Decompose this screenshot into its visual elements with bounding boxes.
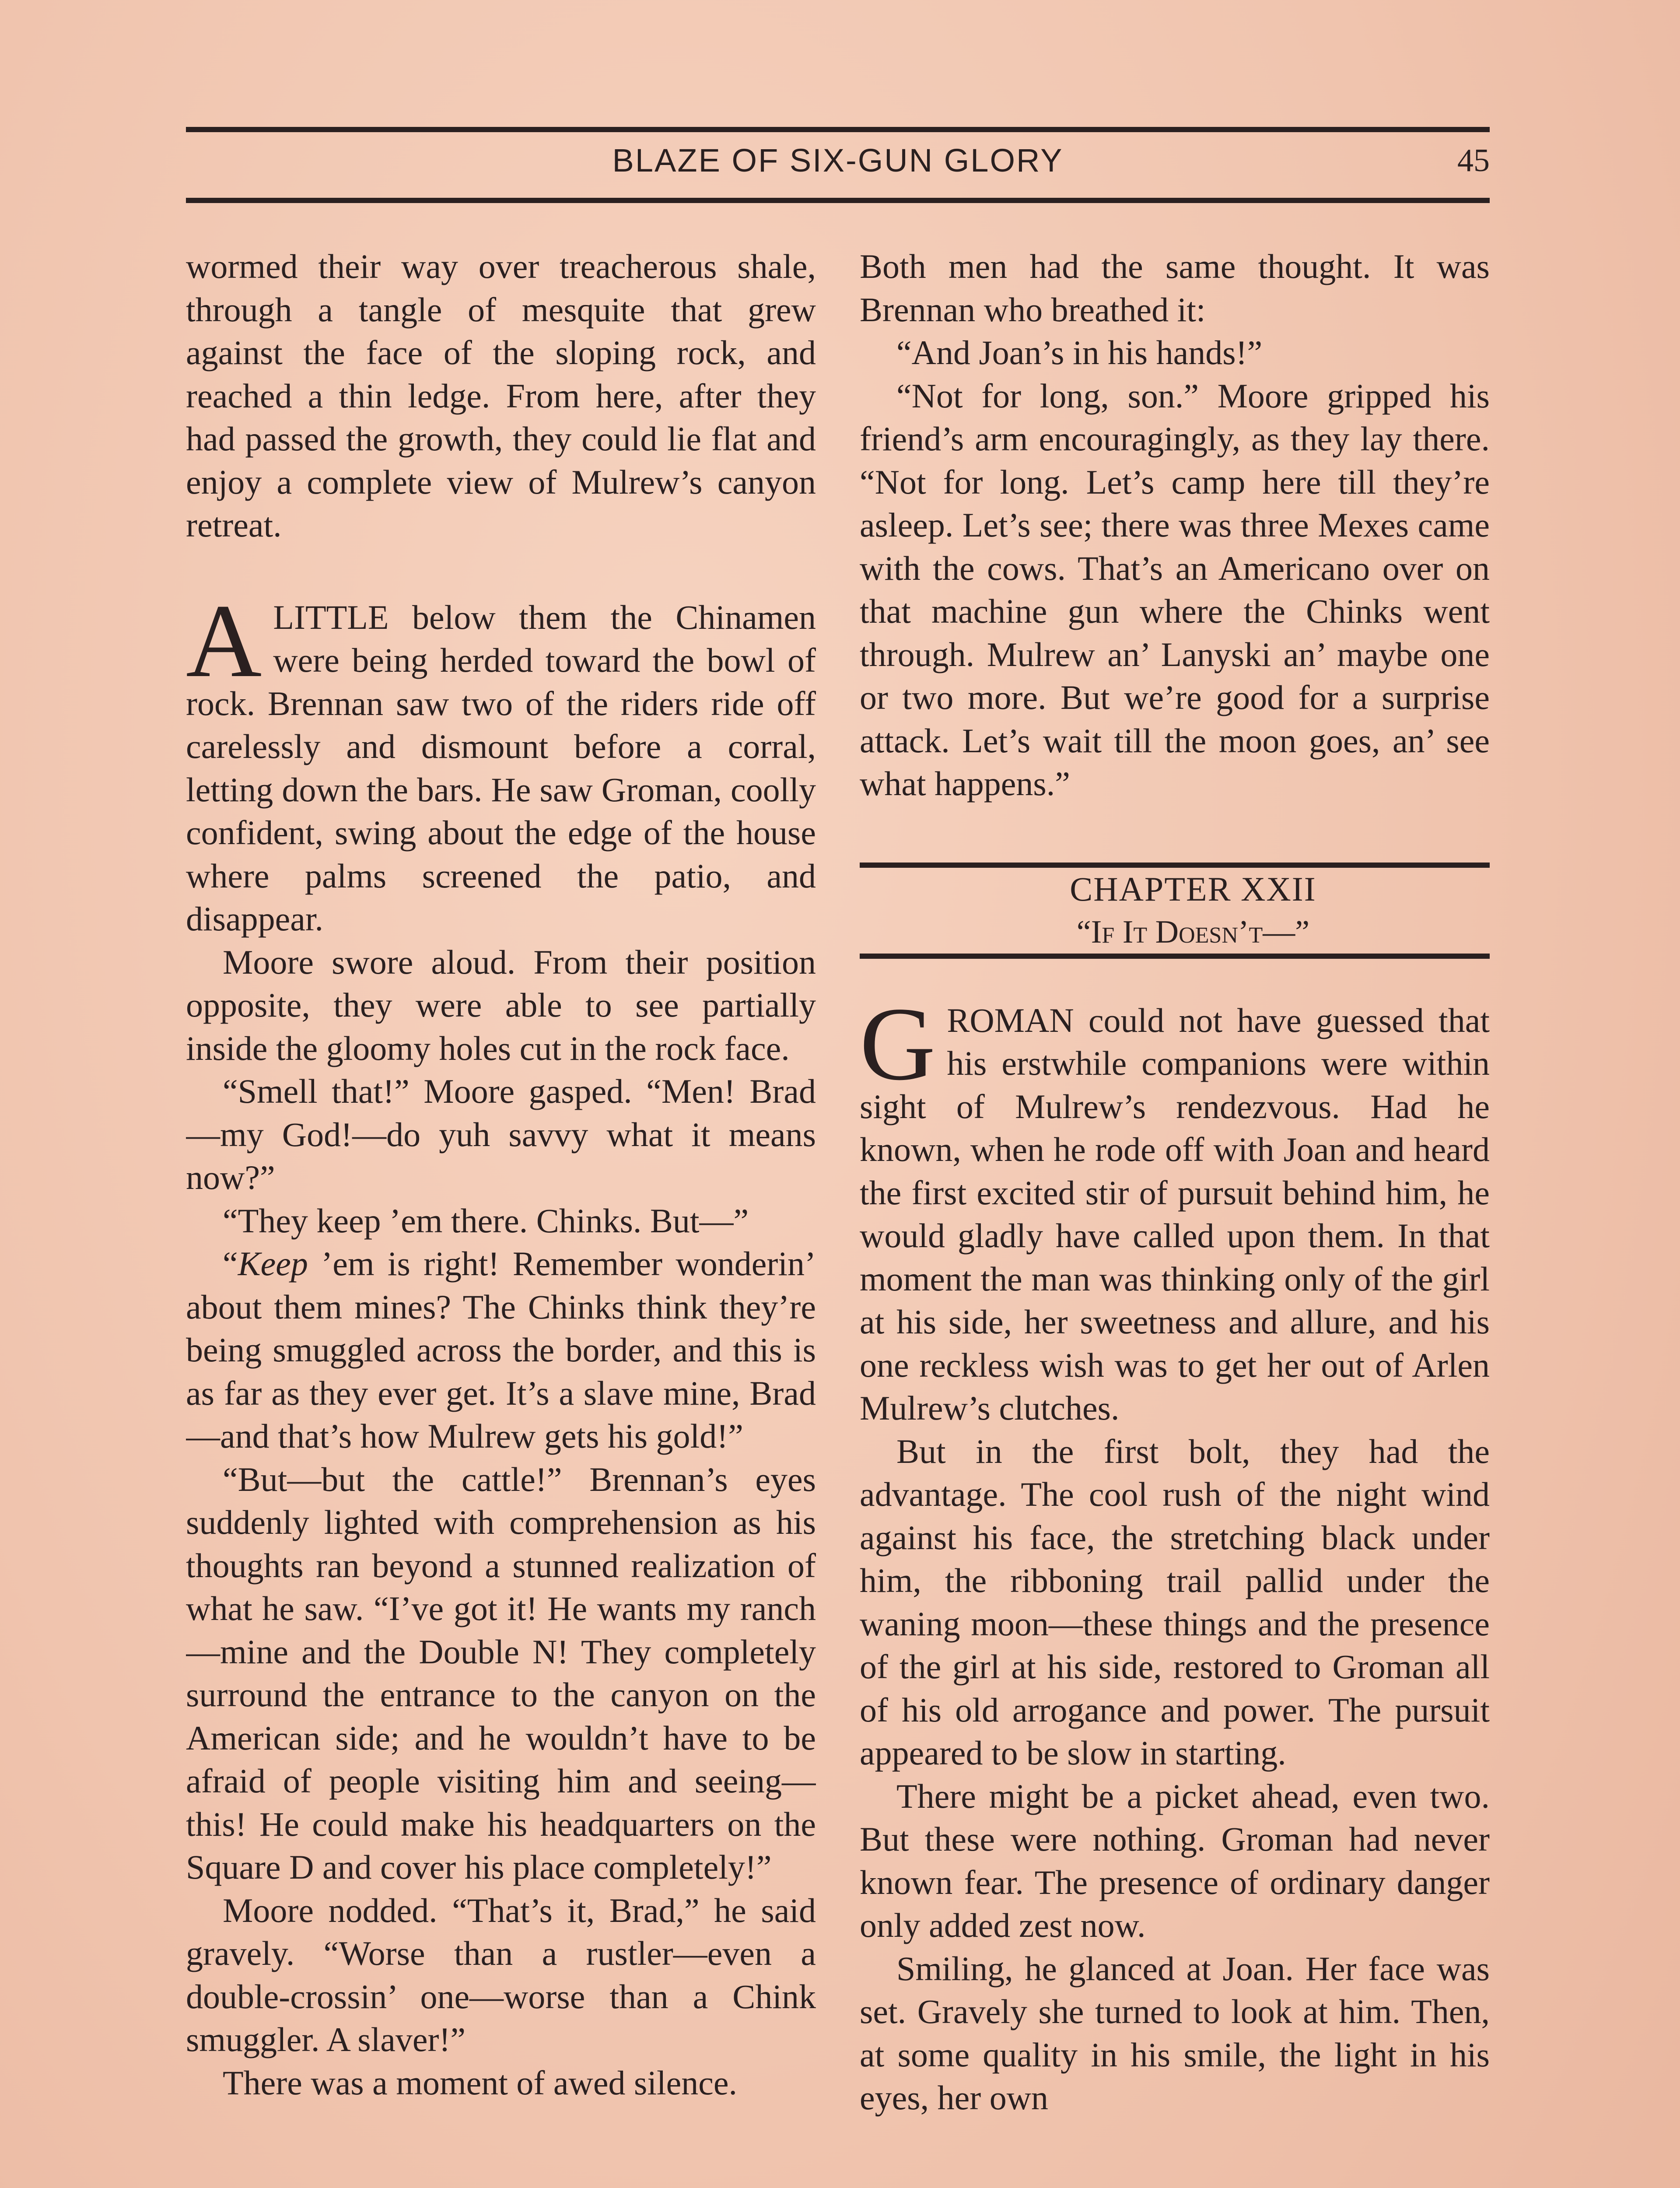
paragraph-text: could not have guessed that his erstwhile companions were within sight of Mulrew’s rendezvous. Had he known, when he rode off with Joan and heard the first excited stir of pursuit behind him, he would gladly have called upon them. In that moment the man was thinking only of the girl at his side, her sweetness and allure, and his one reckless wish was to get her out of Arlen Mulrew’s clutches. (860, 1001, 1490, 1427)
paragraph: wormed their way over treacherous shale, through a tangle of mesquite that grew against the face of the sloping rock, and reached a thin ledge. From here, after they had passed the growth, they could lie flat and enjoy a complete view of Mulrew’s canyon retreat. (186, 247, 816, 544)
page-number: 45 (1457, 143, 1490, 179)
paragraph: Moore nodded. “That’s it, Brad,” he said gravely. “Worse than a rustler—even a double-crossin’ one—worse than a Chink smuggler. A slaver!” (186, 1891, 816, 2058)
paragraph: “Smell that!” Moore gasped. “Men! Brad—my God!—do yuh savvy what it means now?” (186, 1072, 816, 1196)
header-rule-bottom (186, 198, 1490, 203)
quote-open: “ (223, 1245, 238, 1283)
paragraph-dropcap (186, 582, 816, 941)
drop-cap: A (186, 582, 262, 699)
paragraph: “Not for long, son.” Moore gripped his friend’s arm encouragingly, as they lay there. “Not for long. Let’s camp here till they’re asleep. Let’s see; there was three Mexes came with the cows. That’s an Americano over on that machine gun where the Chinks went through. Mulrew an’ Lanyski an’ maybe one or two more. But we’re good for a surprise attack. Let’s wait till the moon goes, an’ see what happens.” (860, 376, 1490, 803)
paragraph: “They keep ’em there. Chinks. But—” (223, 1201, 749, 1240)
paragraph: There was a moment of awed silence. (223, 2063, 738, 2102)
paragraph-dropcap (860, 985, 1490, 1430)
paragraph: “But—but the cattle!” Brennan’s eyes suddenly lighted with comprehension as his thoughts ran beyond a stunned realization of what he saw. “I’ve got it! He wants my ranch—mine and the Double N! They completely surround the entrance to the canyon on the American side; and he wouldn’t have to be afraid of people visiting him and seeing—this! He could make his headquarters on the Square D and cover his place completely!” (186, 1460, 816, 1886)
paragraph (186, 1242, 816, 1458)
paragraph-text: below them the Chinamen were being herded toward the bowl of rock. Brennan saw two of the riders ride off carelessly and dismount before a corral, letting down the bars. He saw Groman, coolly confident, swing about the edge of the house where palms screened the patio, and disappear. (186, 598, 816, 938)
header-rule-top (186, 127, 1490, 132)
lead-in: LITTLE (273, 598, 389, 636)
lead-in: ROMAN (947, 1001, 1074, 1039)
chapter-rule-top (860, 863, 1490, 868)
chapter-rule-bottom (860, 954, 1490, 959)
section-break (186, 547, 816, 596)
paragraph: Both men had the same thought. It was Brennan who breathed it: (860, 247, 1490, 329)
paragraph: “And Joan’s in his hands!” (896, 333, 1263, 372)
chapter-title: CHAPTER XXII (1070, 870, 1316, 908)
emphasis: Keep (238, 1245, 308, 1283)
paragraph: There might be a picket ahead, even two. But these were nothing. Groman had never known fear. The presence of ordinary danger only added zest now. (860, 1777, 1490, 1944)
drop-cap: G (860, 985, 936, 1102)
paragraph: Smiling, he glanced at Joan. Her face was set. Gravely she turned to look at him. Then, at some quality in his smile, the light in his eyes, her own (860, 1949, 1490, 2117)
left-column (186, 245, 816, 2188)
right-column (860, 245, 1490, 2188)
paragraph: But in the first bolt, they had the advantage. The cool rush of the night wind against his face, the stretching black under him, the ribboning trail pallid under the waning moon—these things and the presence of the girl at his side, restored to Groman all of his old arrogance and power. The pursuit appeared to be slow in starting. (860, 1432, 1490, 1772)
running-title: BLAZE OF SIX-GUN GLORY (612, 142, 1064, 179)
chapter-subtitle: “If It Doesn’t—” (1076, 914, 1310, 950)
paragraph: Moore swore aloud. From their position opposite, they were able to see partially inside the gloomy holes cut in the rock face. (186, 943, 816, 1067)
paragraph-text: ’em is right! Remember wonderin’ about them mines? The Chinks think they’re being smuggled across the border, and this is as far as they ever get. It’s a slave mine, Brad—and that’s how Mulrew gets his gold!” (186, 1245, 816, 1455)
